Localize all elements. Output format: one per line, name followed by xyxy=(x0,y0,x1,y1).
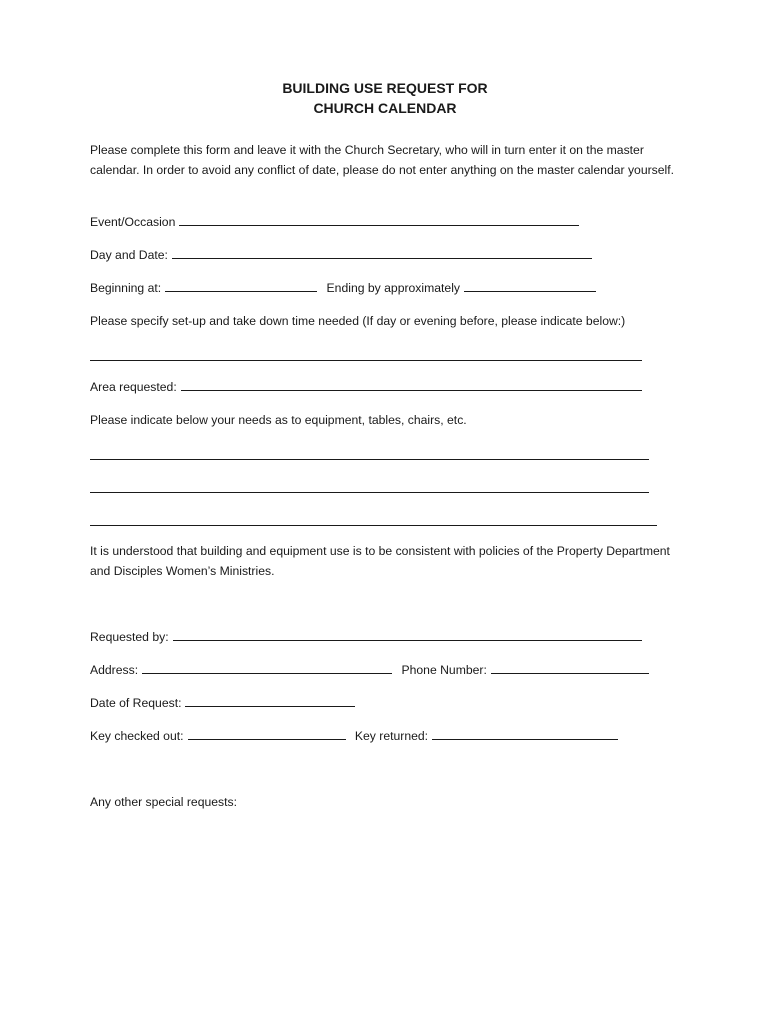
ending-field[interactable] xyxy=(464,278,596,292)
needs-line-1[interactable] xyxy=(90,458,649,460)
needs-underline-1 xyxy=(90,458,649,460)
needs-prompt: Please indicate below your needs as to equipment, tables, chairs, etc. xyxy=(90,413,467,427)
ending-label: Ending by approximately xyxy=(326,281,461,295)
policy-paragraph: It is understood that building and equipment use is to be consistent with policies of the Property Department and Disciples Women’s Ministries. xyxy=(90,544,670,578)
phone-field[interactable] xyxy=(491,660,649,674)
event-field[interactable] xyxy=(179,212,579,226)
special-requests-label: Any other special requests: xyxy=(90,795,238,809)
setup-line[interactable] xyxy=(90,359,642,361)
special-requests-area[interactable] xyxy=(90,815,650,995)
day-date-label: Day and Date: xyxy=(90,248,168,262)
address-row xyxy=(90,660,649,680)
key-returned-field[interactable] xyxy=(432,726,618,740)
key-row xyxy=(90,726,618,746)
setup-underline xyxy=(90,359,642,361)
beginning-label: Beginning at: xyxy=(90,281,162,295)
day-date-row xyxy=(90,245,592,265)
key-out-label: Key checked out: xyxy=(90,729,184,743)
date-request-field[interactable] xyxy=(185,693,355,707)
key-out-field[interactable] xyxy=(188,726,346,740)
intro-paragraph: Please complete this form and leave it with the Church Secretary, who will in turn enter it on the master calendar. In order to avoid any conflict of date, please do not enter anything on the master calendar yourself. xyxy=(90,143,675,177)
area-label: Area requested: xyxy=(90,380,177,394)
needs-underline-3 xyxy=(90,524,657,526)
needs-underline-2 xyxy=(90,491,649,493)
address-label: Address: xyxy=(90,663,139,677)
title-line-1: BUILDING USE REQUEST FOR xyxy=(282,80,488,96)
requested-by-row xyxy=(90,627,642,647)
needs-line-3[interactable] xyxy=(90,524,657,526)
requested-by-field[interactable] xyxy=(173,627,642,641)
address-field[interactable] xyxy=(142,660,392,674)
requested-by-label: Requested by: xyxy=(90,630,169,644)
needs-line-2[interactable] xyxy=(90,491,649,493)
area-row xyxy=(90,377,642,397)
event-row xyxy=(90,212,579,232)
day-date-field[interactable] xyxy=(172,245,592,259)
setup-prompt: Please specify set-up and take down time needed (If day or evening before, please indicate below:) xyxy=(90,314,626,328)
key-returned-label: Key returned: xyxy=(354,729,429,743)
event-label: Event/Occasion xyxy=(90,215,176,229)
beginning-field[interactable] xyxy=(165,278,317,292)
time-row xyxy=(90,278,596,298)
date-request-row xyxy=(90,693,355,713)
phone-label: Phone Number: xyxy=(401,663,487,677)
title-line-2: CHURCH CALENDAR xyxy=(313,100,457,116)
area-field[interactable] xyxy=(181,377,642,391)
date-request-label: Date of Request: xyxy=(90,696,182,710)
form-title xyxy=(0,78,770,118)
